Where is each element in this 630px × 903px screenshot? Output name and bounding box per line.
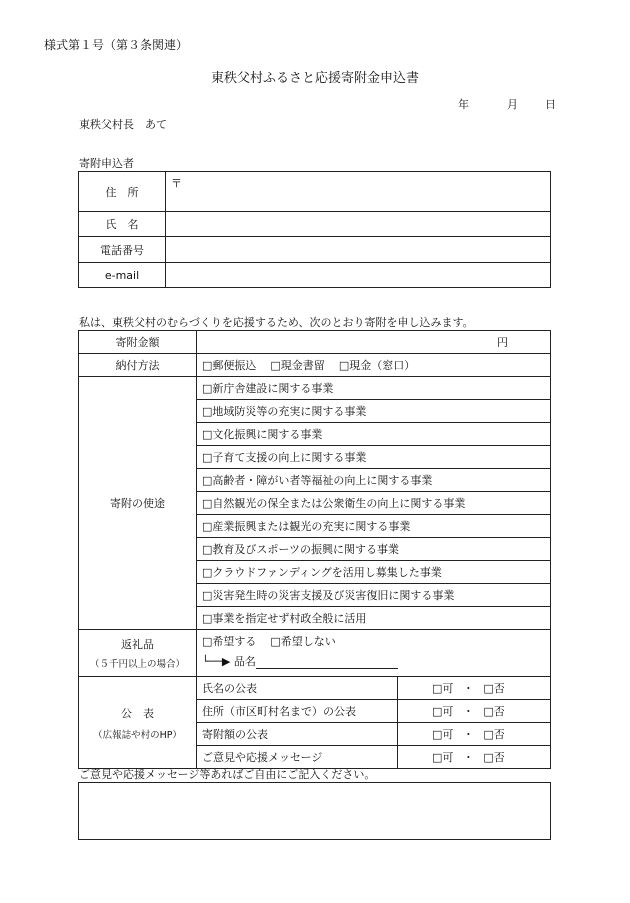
donation-table <box>78 330 551 769</box>
payment-option-postal[interactable]: □郵便振込 <box>202 359 257 372</box>
payment-label: 納付方法 <box>79 354 197 377</box>
form-number: 様式第１号（第３条関連） <box>44 38 189 52</box>
usage-item[interactable]: □自然観光の保全または公衆衛生の向上に関する事業 <box>197 492 551 515</box>
usage-label: 寄附の使途 <box>79 377 197 630</box>
amount-unit: 円 <box>497 336 508 349</box>
gift-item-name-field[interactable] <box>256 657 398 669</box>
usage-item[interactable]: □子育て支援の向上に関する事業 <box>197 446 551 469</box>
usage-item[interactable]: □事業を指定せず村政全般に活用 <box>197 607 551 630</box>
publication-choice <box>398 677 551 700</box>
publication-no-option[interactable]: □否 <box>483 751 505 764</box>
amount-label: 寄附金額 <box>79 331 197 354</box>
name-field[interactable] <box>166 212 551 237</box>
usage-item[interactable]: □地域防災等の充実に関する事業 <box>197 400 551 423</box>
payment-option-cash[interactable]: □現金（窓口） <box>338 359 416 372</box>
publication-item: 住所（市区町村名まで）の公表 <box>197 700 398 723</box>
publication-no-option[interactable]: □否 <box>483 728 505 741</box>
gift-not-want-option[interactable]: □希望しない <box>270 635 336 648</box>
address-field[interactable] <box>166 172 551 212</box>
gift-options <box>197 630 551 677</box>
publication-choice <box>398 700 551 723</box>
arrow-icon: └──▶ <box>202 655 231 668</box>
postal-mark: 〒 <box>171 177 182 190</box>
phone-field[interactable] <box>166 237 551 263</box>
separator-dot: ・ <box>462 705 474 718</box>
publication-yes-option[interactable]: □可 <box>432 682 454 695</box>
publication-sublabel: （広報誌や村のHP） <box>93 729 182 741</box>
publication-yes-option[interactable]: □可 <box>432 751 454 764</box>
email-field[interactable] <box>166 263 551 288</box>
intro-text: 私は、東秩父村のむらづくりを応援するため、次のとおり寄附を申し込みます。 <box>79 316 474 329</box>
amount-field[interactable] <box>197 331 551 354</box>
usage-item[interactable]: □文化振興に関する事業 <box>197 423 551 446</box>
publication-item: 寄附額の公表 <box>197 723 398 746</box>
publication-no-option[interactable]: □否 <box>483 705 505 718</box>
payment-options <box>197 354 551 377</box>
date-month: 月 <box>507 98 518 111</box>
page-title: 東秩父村ふるさと応援寄附金申込書 <box>210 71 419 86</box>
publication-choice <box>398 746 551 769</box>
comment-field[interactable] <box>78 782 551 840</box>
publication-item: ご意見や応援メッセージ <box>197 746 398 769</box>
separator-dot: ・ <box>462 751 474 764</box>
publication-label-cell <box>79 677 197 769</box>
publication-yes-option[interactable]: □可 <box>432 728 454 741</box>
address-label: 住 所 <box>79 172 166 212</box>
publication-item: 氏名の公表 <box>197 677 398 700</box>
applicant-table <box>78 171 551 288</box>
usage-item[interactable]: □産業振興または観光の充実に関する事業 <box>197 515 551 538</box>
publication-label: 公 表 <box>121 706 154 720</box>
separator-dot: ・ <box>462 682 474 695</box>
usage-item[interactable]: □クラウドファンディングを活用し募集した事業 <box>197 561 551 584</box>
publication-yes-option[interactable]: □可 <box>432 705 454 718</box>
comment-prompt: ご意見や応援メッセージ等あればご自由にご記入ください。 <box>79 768 376 781</box>
publication-choice <box>398 723 551 746</box>
usage-item[interactable]: □災害発生時の災害支援及び災害復旧に関する事業 <box>197 584 551 607</box>
date-year: 年 <box>458 98 469 111</box>
email-label: e-mail <box>79 263 166 288</box>
phone-label: 電話番号 <box>79 237 166 263</box>
payment-option-registered[interactable]: □現金書留 <box>270 359 325 372</box>
gift-want-option[interactable]: □希望する <box>202 635 257 648</box>
date-day: 日 <box>545 98 556 111</box>
gift-label-cell <box>79 630 197 677</box>
usage-item[interactable]: □教育及びスポーツの振興に関する事業 <box>197 538 551 561</box>
applicant-heading: 寄附申込者 <box>79 157 134 170</box>
separator-dot: ・ <box>462 728 474 741</box>
publication-no-option[interactable]: □否 <box>483 682 505 695</box>
usage-item[interactable]: □高齢者・障がい者等福祉の向上に関する事業 <box>197 469 551 492</box>
gift-item-name-label: 品名 <box>233 655 256 668</box>
gift-sublabel: （５千円以上の場合） <box>89 659 185 670</box>
gift-label: 返礼品 <box>121 638 154 651</box>
name-label: 氏 名 <box>79 212 166 237</box>
usage-item[interactable]: □新庁舎建設に関する事業 <box>197 377 551 400</box>
addressee: 東秩父村長 あて <box>79 118 167 131</box>
